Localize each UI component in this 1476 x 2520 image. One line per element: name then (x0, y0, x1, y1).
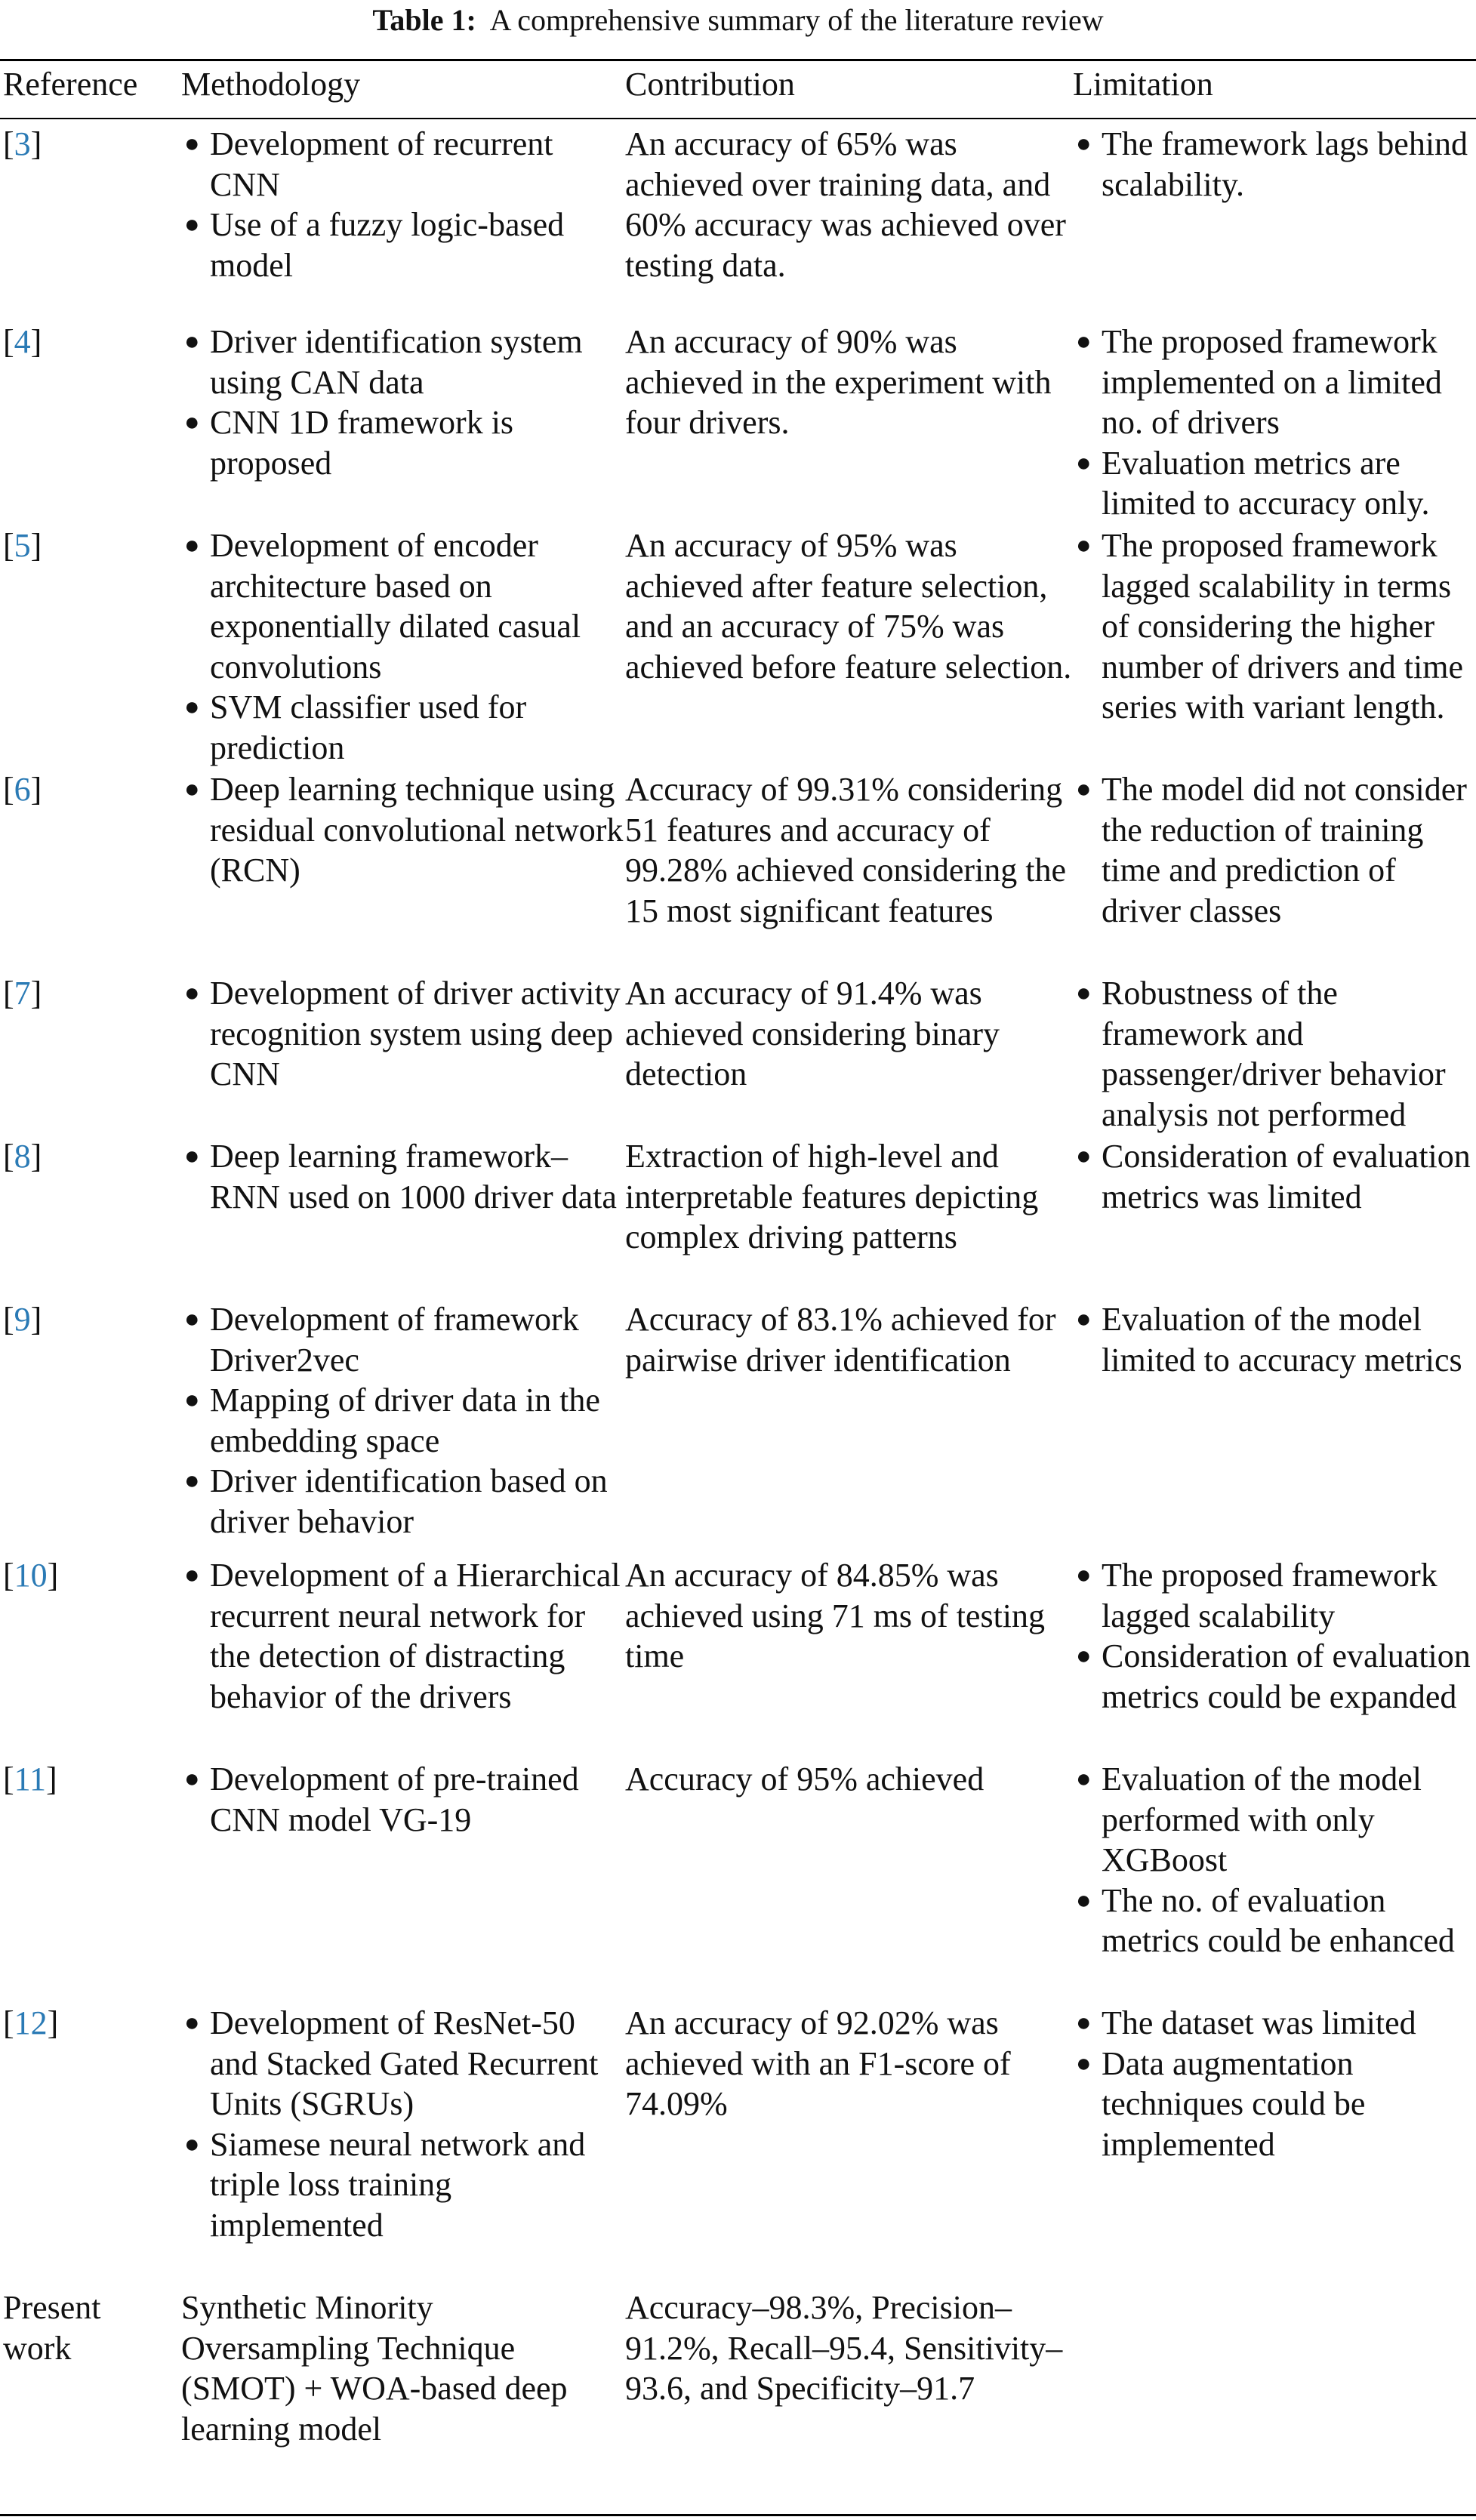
limitation-cell (1073, 973, 1476, 1136)
methodology-item (181, 205, 625, 285)
limitation-cell (1073, 1299, 1476, 1555)
limitation-item (1073, 124, 1476, 205)
citation-link[interactable]: 5 (14, 527, 31, 564)
limitation-cell (1073, 525, 1476, 769)
limitation-text: Data augmentation techniques could be implemented (1102, 2044, 1366, 2163)
methodology-list (181, 322, 625, 483)
methodology-list (181, 1555, 625, 1717)
limitation-item (1073, 1555, 1476, 1636)
table-row (0, 769, 1476, 973)
methodology-item (181, 1461, 625, 1542)
citation-link[interactable]: 11 (14, 1761, 47, 1798)
bullet-icon: ● (1076, 130, 1092, 158)
methodology-cell (177, 525, 625, 769)
bullet-icon: ● (184, 1386, 200, 1414)
limitation-text: Evaluation metrics are limited to accuracy only. (1102, 444, 1430, 522)
methodology-text: Use of a fuzzy logic-based model (210, 206, 565, 284)
methodology-item (181, 769, 625, 891)
table-row (0, 118, 1476, 322)
citation-link[interactable]: 6 (14, 771, 31, 808)
limitation-item (1073, 443, 1476, 524)
limitation-list (1073, 322, 1476, 524)
header-contribution: Contribution (625, 66, 795, 103)
limitation-item (1073, 769, 1476, 931)
limitation-text: The proposed framework lagged scalability (1102, 1557, 1437, 1634)
table-row (0, 1299, 1476, 1555)
bullet-icon: ● (1076, 2009, 1092, 2037)
limitation-item (1073, 1136, 1476, 1217)
contribution-cell: An accuracy of 65% was achieved over training data, and 60% accuracy was achieved over testing data. (625, 125, 1066, 284)
limitation-list (1073, 1555, 1476, 1717)
methodology-item (181, 525, 625, 687)
table-bottom-rule (0, 2514, 1476, 2516)
reference-cell: [5] (3, 527, 42, 564)
bullet-icon: ● (1076, 979, 1092, 1007)
methodology-list (181, 1299, 625, 1542)
citation-link[interactable]: 9 (14, 1301, 31, 1338)
bullet-icon: ● (184, 979, 200, 1007)
methodology-cell (177, 2003, 625, 2287)
methodology-cell (177, 1299, 625, 1555)
citation-link[interactable]: 8 (14, 1138, 31, 1175)
contribution-cell: Accuracy of 83.1% achieved for pairwise driver identification (625, 1301, 1056, 1379)
limitation-list (1073, 525, 1476, 728)
methodology-cell (177, 973, 625, 1136)
limitation-item (1073, 1759, 1476, 1881)
limitation-cell (1073, 769, 1476, 973)
header-methodology: Methodology (181, 66, 361, 103)
bullet-icon: ● (184, 775, 200, 803)
methodology-cell (177, 1759, 625, 2003)
methodology-text: Development of ResNet-50 and Stacked Gated Recurrent Units (SGRUs) (210, 2004, 599, 2122)
limitation-text: Robustness of the framework and passenger/driver behavior analysis not performed (1102, 975, 1446, 1133)
bullet-icon: ● (184, 1305, 200, 1333)
table-body (0, 118, 1476, 2506)
limitation-item (1073, 1881, 1476, 1961)
limitation-item (1073, 1636, 1476, 1717)
limitation-item (1073, 973, 1476, 1135)
bullet-icon: ● (1076, 1886, 1092, 1915)
bullet-icon: ● (1076, 448, 1092, 477)
limitation-text: The no. of evaluation metrics could be enhanced (1102, 1881, 1455, 1959)
present-contribution-cell: Accuracy–98.3%, Precision–91.2%, Recall–95.4, Sensitivity–93.6, and Specificity–91.7 (625, 2289, 1063, 2407)
bullet-icon: ● (1076, 1642, 1092, 1670)
methodology-cell (177, 1555, 625, 1759)
bullet-icon: ● (184, 211, 200, 239)
limitation-cell (1073, 1555, 1476, 1759)
limitation-text: Evaluation of the model limited to accuracy metrics (1102, 1301, 1462, 1379)
bullet-icon: ● (1076, 1142, 1092, 1170)
limitation-cell (1073, 1136, 1476, 1299)
bullet-icon: ● (1076, 2049, 1092, 2078)
limitation-list (1073, 124, 1476, 205)
limitation-text: Consideration of evaluation metrics was limited (1102, 1138, 1471, 1215)
methodology-text: Driver identification system using CAN data (210, 323, 583, 401)
methodology-list (181, 2003, 625, 2245)
methodology-list (181, 769, 625, 891)
table-row (0, 322, 1476, 525)
methodology-text: SVM classifier used for prediction (210, 689, 527, 766)
methodology-cell (177, 118, 625, 322)
methodology-item (181, 973, 625, 1095)
limitation-cell (1073, 118, 1476, 322)
methodology-list (181, 1136, 625, 1217)
limitation-list (1073, 973, 1476, 1135)
present-methodology-cell: Synthetic Minority Oversampling Technique (SMOT) + WOA-based deep learning model (181, 2289, 568, 2448)
contribution-cell: An accuracy of 90% was achieved in the experiment with four drivers. (625, 323, 1052, 441)
bullet-icon: ● (184, 328, 200, 356)
methodology-item (181, 1759, 625, 1840)
contribution-cell: An accuracy of 95% was achieved after feature selection, and an accuracy of 75% was achieved before feature selection. (625, 527, 1072, 685)
reference-cell: [12] (3, 2004, 59, 2041)
bullet-icon: ● (184, 130, 200, 158)
present-work-row (0, 2287, 1476, 2506)
limitation-text: Consideration of evaluation metrics could be expanded (1102, 1637, 1471, 1715)
reference-cell: [3] (3, 125, 42, 162)
bullet-icon: ● (1076, 775, 1092, 803)
limitation-text: The framework lags behind scalability. (1102, 125, 1468, 203)
methodology-item (181, 322, 625, 402)
methodology-item (181, 124, 625, 205)
table-caption-text: A comprehensive summary of the literature review (489, 3, 1104, 37)
bullet-icon: ● (184, 693, 200, 721)
citation-link[interactable]: 7 (14, 975, 31, 1012)
citation-link[interactable]: 4 (14, 323, 31, 360)
bullet-icon: ● (1076, 531, 1092, 559)
present-limitation-cell (1073, 2287, 1476, 2506)
methodology-cell (177, 769, 625, 973)
methodology-text: Driver identification based on driver behavior (210, 1462, 608, 1540)
table-row (0, 1555, 1476, 1759)
limitation-cell (1073, 2003, 1476, 2287)
methodology-item (181, 1299, 625, 1380)
methodology-text: Development of driver activity recognition system using deep CNN (210, 975, 621, 1092)
contribution-cell: An accuracy of 92.02% was achieved with an F1-score of 74.09% (625, 2004, 1011, 2122)
header-reference: Reference (3, 66, 138, 103)
methodology-text: CNN 1D framework is proposed (210, 404, 514, 482)
limitation-text: The proposed framework implemented on a limited no. of drivers (1102, 323, 1442, 441)
table-header-row (0, 60, 1476, 118)
table-caption (0, 0, 1476, 47)
bullet-icon: ● (184, 1142, 200, 1170)
methodology-text: Development of a Hierarchical recurrent neural network for the detection of distracting behavior of the drivers (210, 1557, 621, 1715)
methodology-cell (177, 322, 625, 525)
methodology-list (181, 973, 625, 1095)
bullet-icon: ● (184, 2130, 200, 2158)
table-row (0, 1759, 1476, 2003)
methodology-text: Development of framework Driver2vec (210, 1301, 579, 1379)
reference-cell: [8] (3, 1138, 42, 1175)
header-limitation: Limitation (1073, 66, 1213, 103)
bullet-icon: ● (184, 1765, 200, 1793)
methodology-text: Development of encoder architecture based on exponentially dilated casual convolutions (210, 527, 581, 685)
methodology-item (181, 1555, 625, 1717)
limitation-list (1073, 1759, 1476, 1961)
methodology-item (181, 1136, 625, 1217)
limitation-cell (1073, 1759, 1476, 2003)
methodology-cell (177, 1136, 625, 1299)
limitation-list (1073, 1136, 1476, 1217)
table-row (0, 525, 1476, 769)
table-row (0, 973, 1476, 1136)
limitation-list (1073, 769, 1476, 931)
citation-link[interactable]: 3 (14, 125, 31, 162)
limitation-text: The model did not consider the reduction of training time and prediction of driver classes (1102, 771, 1467, 929)
citation-link[interactable]: 12 (14, 2004, 48, 2041)
bullet-icon: ● (1076, 328, 1092, 356)
contribution-cell: Accuracy of 99.31% considering 51 features and accuracy of 99.28% achieved considering the 15 most significant features (625, 771, 1067, 929)
methodology-text: Siamese neural network and triple loss training implemented (210, 2125, 586, 2244)
limitation-text: The dataset was limited (1102, 2004, 1416, 2041)
reference-cell: [10] (3, 1557, 59, 1594)
methodology-item (181, 1380, 625, 1461)
table-row (0, 1136, 1476, 1299)
citation-link[interactable]: 10 (14, 1557, 48, 1594)
bullet-icon: ● (1076, 1765, 1092, 1793)
limitation-item (1073, 1299, 1476, 1380)
methodology-text: Development of recurrent CNN (210, 125, 553, 203)
reference-cell: [11] (3, 1761, 57, 1798)
bullet-icon: ● (184, 2009, 200, 2037)
present-reference-cell: Present work (3, 2289, 101, 2367)
limitation-item (1073, 322, 1476, 443)
limitation-list (1073, 2003, 1476, 2164)
methodology-item (181, 687, 625, 768)
reference-cell: [6] (3, 771, 42, 808)
methodology-item (181, 2003, 625, 2124)
contribution-cell: An accuracy of 91.4% was achieved considering binary detection (625, 975, 1000, 1092)
methodology-item (181, 2124, 625, 2246)
table-row (0, 2003, 1476, 2287)
bullet-icon: ● (184, 1467, 200, 1495)
limitation-item (1073, 2003, 1476, 2044)
limitation-text: Evaluation of the model performed with only XGBoost (1102, 1761, 1422, 1878)
reference-cell: [7] (3, 975, 42, 1012)
reference-cell: [9] (3, 1301, 42, 1338)
limitation-list (1073, 1299, 1476, 1380)
methodology-text: Development of pre-trained CNN model VG-19 (210, 1761, 579, 1838)
methodology-list (181, 124, 625, 285)
bullet-icon: ● (1076, 1561, 1092, 1589)
methodology-item (181, 402, 625, 483)
bullet-icon: ● (1076, 1305, 1092, 1333)
limitation-text: The proposed framework lagged scalability in terms of considering the higher number of drivers and time series with variant length. (1102, 527, 1463, 726)
bullet-icon: ● (184, 1561, 200, 1589)
methodology-list (181, 1759, 625, 1840)
contribution-cell: Accuracy of 95% achieved (625, 1761, 985, 1798)
literature-review-table (0, 60, 1476, 2506)
reference-cell: [4] (3, 323, 42, 360)
methodology-text: Deep learning framework–RNN used on 1000 driver data (210, 1138, 617, 1215)
methodology-text: Mapping of driver data in the embedding space (210, 1382, 600, 1459)
table-caption-label: Table 1: (372, 3, 476, 37)
bullet-icon: ● (184, 531, 200, 559)
limitation-cell (1073, 322, 1476, 525)
contribution-cell: An accuracy of 84.85% was achieved using 71 ms of testing time (625, 1557, 1046, 1674)
methodology-text: Deep learning technique using residual convolutional network (RCN) (210, 771, 624, 889)
bullet-icon: ● (184, 408, 200, 436)
contribution-cell: Extraction of high-level and interpretable features depicting complex driving patterns (625, 1138, 1039, 1255)
methodology-list (181, 525, 625, 768)
limitation-item (1073, 2044, 1476, 2165)
limitation-item (1073, 525, 1476, 728)
